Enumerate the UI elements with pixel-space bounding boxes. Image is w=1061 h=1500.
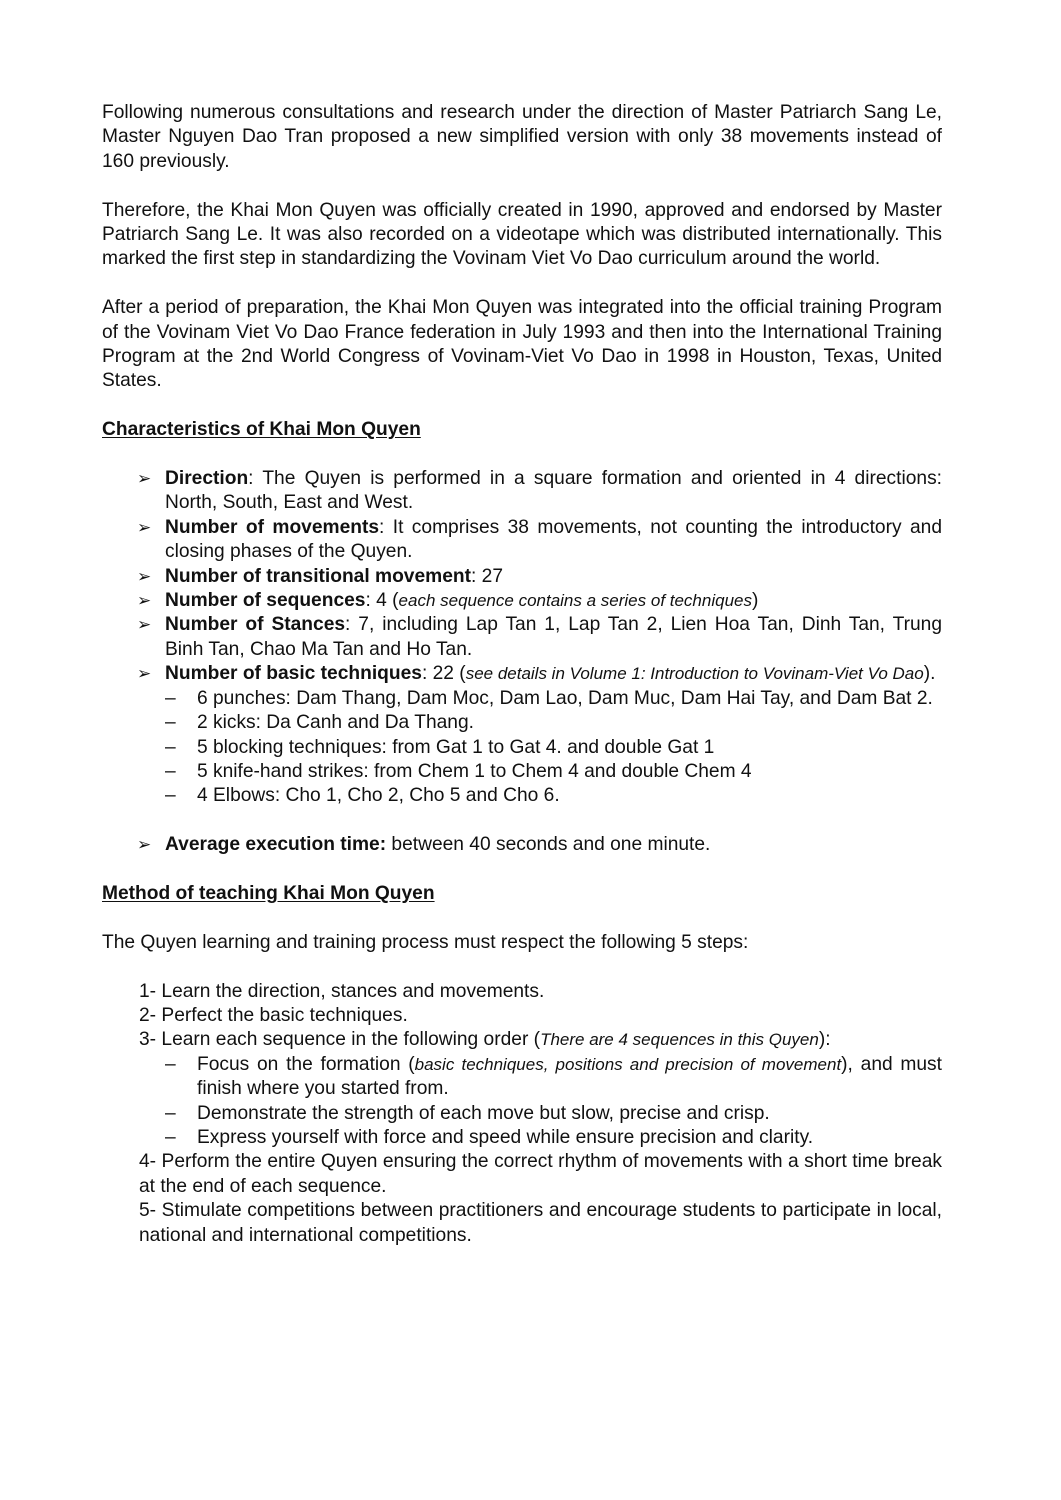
sub-1-note: basic techniques, positions and precision of movement: [414, 1054, 842, 1074]
text-execution-time: between 40 seconds and one minute.: [386, 834, 711, 856]
sub-item: [139, 1126, 942, 1150]
characteristics-list: [102, 467, 942, 809]
step-3-sublist: [139, 1053, 942, 1151]
sub-1-text: Focus on the formation (: [197, 1053, 415, 1075]
technique-text: 6 punches: Dam Thang, Dam Moc, Dam Lao, Dam Muc, Dam Hai Tay, and Dam Bat 2.: [197, 687, 933, 709]
technique-item: [165, 784, 942, 808]
list-item-movements: [102, 516, 942, 565]
term-stances: Number of Stances: [165, 614, 346, 636]
step-3-close: ):: [818, 1029, 831, 1051]
dash-bullet-icon: –: [165, 712, 176, 734]
step-5: 5- Stimulate competitions between practitioners and encourage students to participate in local, national and international competitions.: [139, 1200, 942, 1246]
method-heading: Method of teaching Khai Mon Quyen: [102, 882, 435, 904]
intro-paragraph-3: After a period of preparation, the Khai Mon Quyen was integrated into the official training Program of the Vovinam Viet Vo Dao France federation in July 1993 and then into the International Training Program at the 2nd World Congress of Vovinam-Viet Vo Dao in 1998 in Houston, Texas, United States.: [102, 297, 942, 392]
dash-bullet-icon: –: [165, 1102, 176, 1124]
list-item-sequences: [102, 589, 942, 613]
dash-bullet-icon: –: [165, 1053, 176, 1075]
technique-item: [165, 760, 942, 784]
dash-bullet-icon: –: [165, 736, 176, 758]
document-page: [102, 101, 942, 1248]
arrow-bullet-icon: ➢: [137, 615, 152, 635]
technique-item: [165, 711, 942, 735]
step-1: 1- Learn the direction, stances and movements.: [139, 980, 545, 1002]
arrow-bullet-icon: ➢: [137, 469, 152, 489]
dash-bullet-icon: –: [165, 1126, 176, 1148]
list-item-transitional: [102, 565, 942, 589]
term-execution-time: Average execution time:: [165, 834, 387, 856]
sub-1-close: ), and must finish where you started from.: [197, 1053, 942, 1100]
text-sequences: : 4 (: [365, 590, 399, 612]
list-item-execution-time: [102, 833, 942, 857]
text-transitional: : 27: [470, 565, 503, 587]
technique-item: [165, 736, 942, 760]
technique-text: 5 knife-hand strikes: from Chem 1 to Chem 4 and double Chem 4: [197, 760, 752, 782]
list-item-direction: [102, 467, 942, 516]
term-sequences: Number of sequences: [165, 590, 366, 612]
sub-2-text: Demonstrate the strength of each move but slow, precise and crisp.: [197, 1102, 770, 1124]
step-3: [139, 1028, 942, 1150]
term-basic-techniques: Number of basic techniques: [165, 663, 422, 685]
list-item-basic-techniques: [102, 662, 942, 808]
dash-bullet-icon: –: [165, 785, 176, 807]
characteristics-heading: Characteristics of Khai Mon Quyen: [102, 419, 421, 441]
term-movements: Number of movements: [165, 516, 380, 538]
technique-list: [165, 687, 942, 809]
dash-bullet-icon: –: [165, 760, 176, 782]
arrow-bullet-icon: ➢: [137, 664, 152, 684]
list-item-stances: [102, 613, 942, 662]
note-sequences: each sequence contains a series of techniques: [398, 591, 752, 611]
step-2: 2- Perfect the basic techniques.: [139, 1004, 408, 1026]
dash-bullet-icon: –: [165, 687, 176, 709]
execution-time-list: [102, 833, 942, 857]
technique-text: 5 blocking techniques: from Gat 1 to Gat 4. and double Gat 1: [197, 736, 715, 758]
arrow-bullet-icon: ➢: [137, 835, 152, 855]
step-4: 4- Perform the entire Quyen ensuring the correct rhythm of movements with a short time break at the end of each sequence.: [139, 1151, 942, 1197]
sub-3-text: Express yourself with force and speed while ensure precision and clarity.: [197, 1126, 814, 1148]
technique-item: [165, 687, 942, 711]
arrow-bullet-icon: ➢: [137, 566, 152, 586]
text-movements: : It comprises 38 movements, not counting the introductory and closing phases of the Quyen.: [165, 516, 942, 563]
technique-text: 4 Elbows: Cho 1, Cho 2, Cho 5 and Cho 6.: [197, 785, 560, 807]
step-3-note: There are 4 sequences in this Quyen: [540, 1030, 819, 1050]
term-transitional: Number of transitional movement: [165, 565, 471, 587]
arrow-bullet-icon: ➢: [137, 517, 152, 537]
note-basic-techniques: see details in Volume 1: Introduction to Vovinam-Viet Vo Dao: [465, 664, 924, 684]
text-direction: : The Quyen is performed in a square formation and oriented in 4 directions: North, South, East and West.: [165, 468, 942, 514]
intro-paragraph-2: Therefore, the Khai Mon Quyen was officially created in 1990, approved and endorsed by Master Patriarch Sang Le. It was also recorded on a videotape which was distributed internationally. This marked the first step in standardizing the Vovinam Viet Vo Dao curriculum around the world.: [102, 199, 942, 270]
intro-paragraph-1: Following numerous consultations and research under the direction of Master Patriarch Sang Le, Master Nguyen Dao Tran proposed a new simplified version with only 38 movements instead of 160 previously.: [102, 102, 942, 172]
close-sequences: ): [752, 590, 759, 612]
arrow-bullet-icon: ➢: [137, 591, 152, 611]
text-stances: : 7, including Lap Tan 1, Lap Tan 2, Lien Hoa Tan, Dinh Tan, Trung Binh Tan, Chao Ma Tan and Ho Tan.: [165, 614, 942, 660]
step-3-text: 3- Learn each sequence in the following order (: [139, 1029, 541, 1051]
close-basic-techniques: ).: [923, 663, 936, 685]
sub-item: [139, 1053, 942, 1102]
technique-text: 2 kicks: Da Canh and Da Thang.: [197, 712, 474, 734]
steps-list: [102, 980, 942, 1248]
text-basic-techniques: : 22 (: [421, 663, 466, 685]
method-intro: The Quyen learning and training process must respect the following 5 steps:: [102, 931, 749, 953]
sub-item: [139, 1102, 942, 1126]
term-direction: Direction: [165, 468, 249, 490]
